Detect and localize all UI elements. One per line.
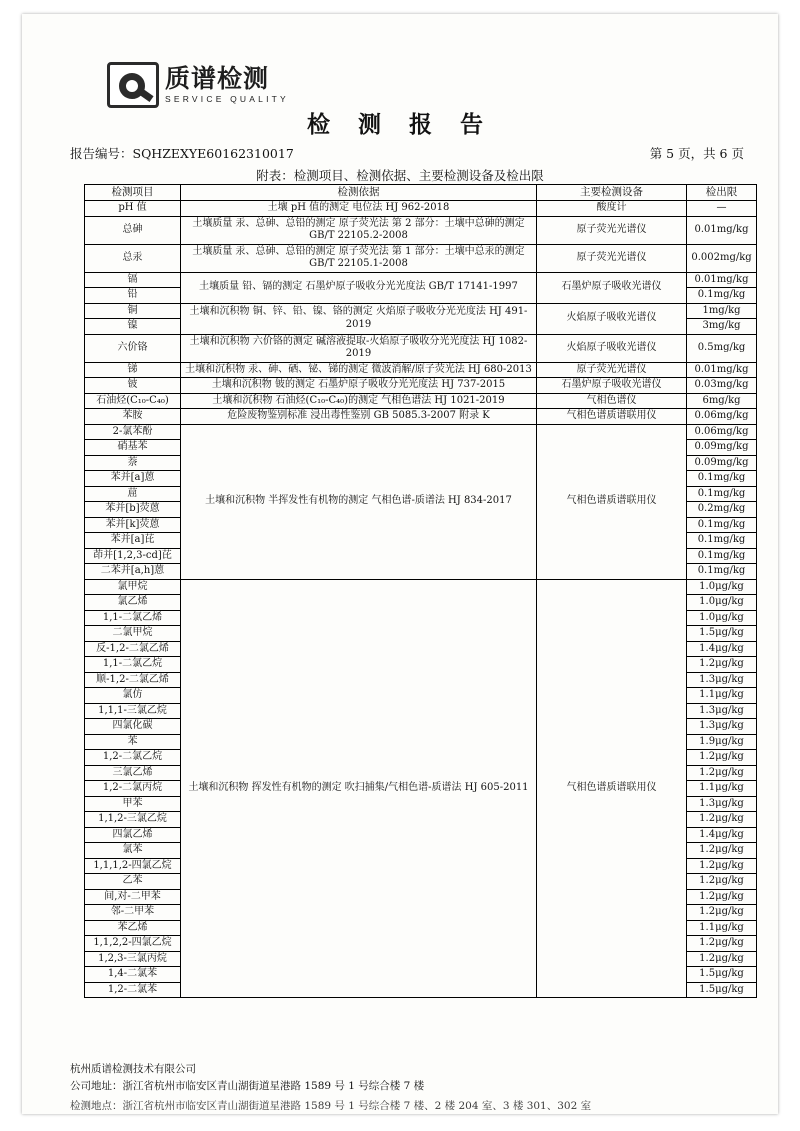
cell-detection-limit: 1mg/kg <box>687 303 757 319</box>
page-number: 第 5 页，共 6 页 <box>649 146 744 161</box>
cell-item: 氯仿 <box>85 688 181 704</box>
cell-item: 氯苯 <box>85 843 181 859</box>
cell-detection-limit: 1.2μg/kg <box>687 874 757 890</box>
cell-detection-limit: 0.09mg/kg <box>687 440 757 456</box>
cell-detection-limit: 1.2μg/kg <box>687 750 757 766</box>
cell-basis: 土壤和沉积物 挥发性有机物的测定 吹扫捕集/气相色谱-质谱法 HJ 605-2011 <box>181 579 537 998</box>
table-row <box>85 393 757 409</box>
cell-detection-limit: 0.01mg/kg <box>687 272 757 288</box>
cell-item: 石油烃(C₁₀-C₄₀) <box>85 393 181 409</box>
cell-equipment: 气相色谱仪 <box>537 393 687 409</box>
cell-detection-limit: 0.1mg/kg <box>687 533 757 549</box>
cell-equipment: 原子荧光光谱仪 <box>537 216 687 244</box>
cell-basis: 土壤和沉积物 石油烃(C₁₀-C₄₀)的测定 气相色谱法 HJ 1021-2019 <box>181 393 537 409</box>
cell-basis: 危险废物鉴别标准 浸出毒性鉴别 GB 5085.3-2007 附录 K <box>181 409 537 425</box>
cell-detection-limit: 1.3μg/kg <box>687 703 757 719</box>
cell-item: 1,2-二氯丙烷 <box>85 781 181 797</box>
footer-lab-address: 检测地点：浙江省杭州市临安区青山湖街道星港路 1589 号 1 号综合楼 7 楼、2 楼 204 室、3 楼 301、302 室 <box>70 1100 592 1110</box>
cell-item: 锑 <box>85 362 181 378</box>
cell-detection-limit: 1.0μg/kg <box>687 595 757 611</box>
col-header-item: 检测项目 <box>85 185 181 201</box>
cell-equipment: 气相色谱质谱联用仪 <box>537 409 687 425</box>
cell-item: 反-1,2-二氯乙烯 <box>85 641 181 657</box>
table-row <box>85 378 757 394</box>
cell-item: 苯乙烯 <box>85 920 181 936</box>
cell-item: 苯并[a]蒽 <box>85 471 181 487</box>
table-row <box>85 362 757 378</box>
report-number: 报告编号：SQHZEXYE60162310017 <box>70 146 294 161</box>
cell-item: 1,2-二氯乙烷 <box>85 750 181 766</box>
table-row <box>85 424 757 440</box>
cell-item: 六价铬 <box>85 334 181 362</box>
cell-detection-limit: — <box>687 201 757 217</box>
table-row <box>85 409 757 425</box>
cell-detection-limit: 0.002mg/kg <box>687 244 757 272</box>
cell-item: 1,1,1,2-四氯乙烷 <box>85 858 181 874</box>
cell-item: 三氯乙烯 <box>85 765 181 781</box>
cell-item: 1,1,2-三氯乙烷 <box>85 812 181 828</box>
attachment-title: 附表：检测项目、检测依据、主要检测设备及检出限 <box>256 168 544 183</box>
cell-item: 二氯甲烷 <box>85 626 181 642</box>
cell-item: 氯乙烯 <box>85 595 181 611</box>
cell-item: 镍 <box>85 319 181 335</box>
cell-item: 2-氯苯酚 <box>85 424 181 440</box>
cell-equipment: 气相色谱质谱联用仪 <box>537 424 687 579</box>
cell-basis: 土壤和沉积物 半挥发性有机物的测定 气相色谱-质谱法 HJ 834-2017 <box>181 424 537 579</box>
table-row <box>85 579 757 595</box>
cell-detection-limit: 1.1μg/kg <box>687 920 757 936</box>
cell-detection-limit: 0.03mg/kg <box>687 378 757 394</box>
cell-item: 铍 <box>85 378 181 394</box>
table-row <box>85 201 757 217</box>
company-logo <box>107 62 289 108</box>
cell-detection-limit: 0.09mg/kg <box>687 455 757 471</box>
cell-item: 1,1,2,2-四氯乙烷 <box>85 936 181 952</box>
cell-detection-limit: 1.3μg/kg <box>687 719 757 735</box>
cell-detection-limit: 0.06mg/kg <box>687 424 757 440</box>
cell-item: 甲苯 <box>85 796 181 812</box>
cell-equipment: 石墨炉原子吸收光谱仪 <box>537 272 687 303</box>
cell-equipment: 石墨炉原子吸收光谱仪 <box>537 378 687 394</box>
cell-detection-limit: 1.3μg/kg <box>687 672 757 688</box>
cell-detection-limit: 1.1μg/kg <box>687 688 757 704</box>
table-body <box>85 201 757 998</box>
cell-item: 苯并[a]芘 <box>85 533 181 549</box>
table-header-row <box>85 185 757 201</box>
footer <box>70 1061 424 1094</box>
cell-equipment: 原子荧光光谱仪 <box>537 244 687 272</box>
cell-basis: 土壤质量 汞、总砷、总铅的测定 原子荧光法 第 2 部分：土壤中总砷的测定 GB/T 22105.2-2008 <box>181 216 537 244</box>
logo-cn-label: 质谱检测 <box>165 64 270 93</box>
cell-item: 顺-1,2-二氯乙烯 <box>85 672 181 688</box>
cell-item: 1,1,1-三氯乙烷 <box>85 703 181 719</box>
cell-item: 四氯化碳 <box>85 719 181 735</box>
cell-item: 铜 <box>85 303 181 319</box>
table-row <box>85 216 757 244</box>
cell-basis: 土壤 pH 值的测定 电位法 HJ 962-2018 <box>181 201 537 217</box>
col-header-limit: 检出限 <box>687 185 757 201</box>
cell-item: 䓛 <box>85 486 181 502</box>
cell-detection-limit: 1.2μg/kg <box>687 843 757 859</box>
cell-detection-limit: 1.2μg/kg <box>687 951 757 967</box>
cell-detection-limit: 0.1mg/kg <box>687 486 757 502</box>
cell-detection-limit: 0.2mg/kg <box>687 502 757 518</box>
cell-detection-limit: 1.0μg/kg <box>687 610 757 626</box>
cell-item: 硝基苯 <box>85 440 181 456</box>
cell-equipment: 酸度计 <box>537 201 687 217</box>
cell-basis: 土壤和沉积物 铜、锌、铅、镍、铬的测定 火焰原子吸收分光光度法 HJ 491-2019 <box>181 303 537 334</box>
cell-basis: 土壤和沉积物 铍的测定 石墨炉原子吸收分光光度法 HJ 737-2015 <box>181 378 537 394</box>
cell-detection-limit: 1.4μg/kg <box>687 641 757 657</box>
col-header-equip: 主要检测设备 <box>537 185 687 201</box>
cell-equipment: 气相色谱质谱联用仪 <box>537 579 687 998</box>
cell-item: 四氯乙烯 <box>85 827 181 843</box>
cell-item: 苯胺 <box>85 409 181 425</box>
cell-detection-limit: 1.2μg/kg <box>687 889 757 905</box>
cell-item: 间,对-二甲苯 <box>85 889 181 905</box>
cell-item: 总砷 <box>85 216 181 244</box>
cell-detection-limit: 1.1μg/kg <box>687 781 757 797</box>
cell-item: 邻-二甲苯 <box>85 905 181 921</box>
cell-item: 萘 <box>85 455 181 471</box>
sq-monogram-icon <box>107 62 159 108</box>
cell-item: 总汞 <box>85 244 181 272</box>
table-row <box>85 244 757 272</box>
cell-detection-limit: 1.2μg/kg <box>687 812 757 828</box>
footer-company: 杭州质谱检测技术有限公司 <box>70 1063 196 1076</box>
cell-item: 氯甲烷 <box>85 579 181 595</box>
cell-detection-limit: 0.5mg/kg <box>687 334 757 362</box>
cell-detection-limit: 1.5μg/kg <box>687 982 757 998</box>
cell-detection-limit: 1.4μg/kg <box>687 827 757 843</box>
cell-equipment: 火焰原子吸收光谱仪 <box>537 303 687 334</box>
cell-detection-limit: 1.2μg/kg <box>687 936 757 952</box>
cell-detection-limit: 1.9μg/kg <box>687 734 757 750</box>
cell-detection-limit: 0.06mg/kg <box>687 409 757 425</box>
cell-detection-limit: 1.5μg/kg <box>687 626 757 642</box>
cell-detection-limit: 1.2μg/kg <box>687 765 757 781</box>
method-table <box>84 184 757 998</box>
table-row <box>85 334 757 362</box>
cell-item: 二苯并[a,h]蒽 <box>85 564 181 580</box>
cell-detection-limit: 1.5μg/kg <box>687 967 757 983</box>
cell-equipment: 原子荧光光谱仪 <box>537 362 687 378</box>
logo-text <box>165 66 289 104</box>
cell-item: 乙苯 <box>85 874 181 890</box>
cell-detection-limit: 0.1mg/kg <box>687 288 757 304</box>
cell-item: 苯 <box>85 734 181 750</box>
cell-detection-limit: 1.2μg/kg <box>687 905 757 921</box>
cell-basis: 土壤和沉积物 汞、砷、硒、铋、锑的测定 微波消解/原子荧光法 HJ 680-2013 <box>181 362 537 378</box>
cell-detection-limit: 0.01mg/kg <box>687 216 757 244</box>
table-row <box>85 272 757 288</box>
cell-detection-limit: 0.1mg/kg <box>687 471 757 487</box>
cell-detection-limit: 0.1mg/kg <box>687 548 757 564</box>
cell-detection-limit: 1.2μg/kg <box>687 657 757 673</box>
cell-basis: 土壤质量 汞、总砷、总铅的测定 原子荧光法 第 1 部分：土壤中总汞的测定 GB/T 22105.1-2008 <box>181 244 537 272</box>
cell-item: 铅 <box>85 288 181 304</box>
cell-item: 苯并[b]荧蒽 <box>85 502 181 518</box>
footer-address: 公司地址：浙江省杭州市临安区青山湖街道星港路 1589 号 1 号综合楼 7 楼 <box>70 1079 425 1092</box>
cell-detection-limit: 3mg/kg <box>687 319 757 335</box>
cell-item: 镉 <box>85 272 181 288</box>
col-header-basis: 检测依据 <box>181 185 537 201</box>
cell-detection-limit: 6mg/kg <box>687 393 757 409</box>
cell-item: 茚并[1,2,3-cd]芘 <box>85 548 181 564</box>
cell-item: 苯并[k]荧蒽 <box>85 517 181 533</box>
cell-detection-limit: 0.1mg/kg <box>687 564 757 580</box>
cell-equipment: 火焰原子吸收光谱仪 <box>537 334 687 362</box>
cell-item: 1,2,3-三氯丙烷 <box>85 951 181 967</box>
cell-item: 1,1-二氯乙烯 <box>85 610 181 626</box>
cell-item: 1,1-二氯乙烷 <box>85 657 181 673</box>
cell-detection-limit: 0.1mg/kg <box>687 517 757 533</box>
paper-sheet <box>22 14 778 1114</box>
cell-detection-limit: 1.2μg/kg <box>687 858 757 874</box>
cell-basis: 土壤质量 铅、镉的测定 石墨炉原子吸收分光光度法 GB/T 17141-1997 <box>181 272 537 303</box>
cell-detection-limit: 1.3μg/kg <box>687 796 757 812</box>
logo-en-label: SERVICE QUALITY <box>165 94 289 105</box>
cell-item: pH 值 <box>85 201 181 217</box>
page-title: 检 测 报 告 <box>306 111 494 138</box>
cell-detection-limit: 0.01mg/kg <box>687 362 757 378</box>
table-row <box>85 303 757 319</box>
cell-item: 1,2-二氯苯 <box>85 982 181 998</box>
cell-basis: 土壤和沉积物 六价铬的测定 碱溶液提取-火焰原子吸收分光光度法 HJ 1082-2019 <box>181 334 537 362</box>
cell-item: 1,4-二氯苯 <box>85 967 181 983</box>
cell-detection-limit: 1.0μg/kg <box>687 579 757 595</box>
